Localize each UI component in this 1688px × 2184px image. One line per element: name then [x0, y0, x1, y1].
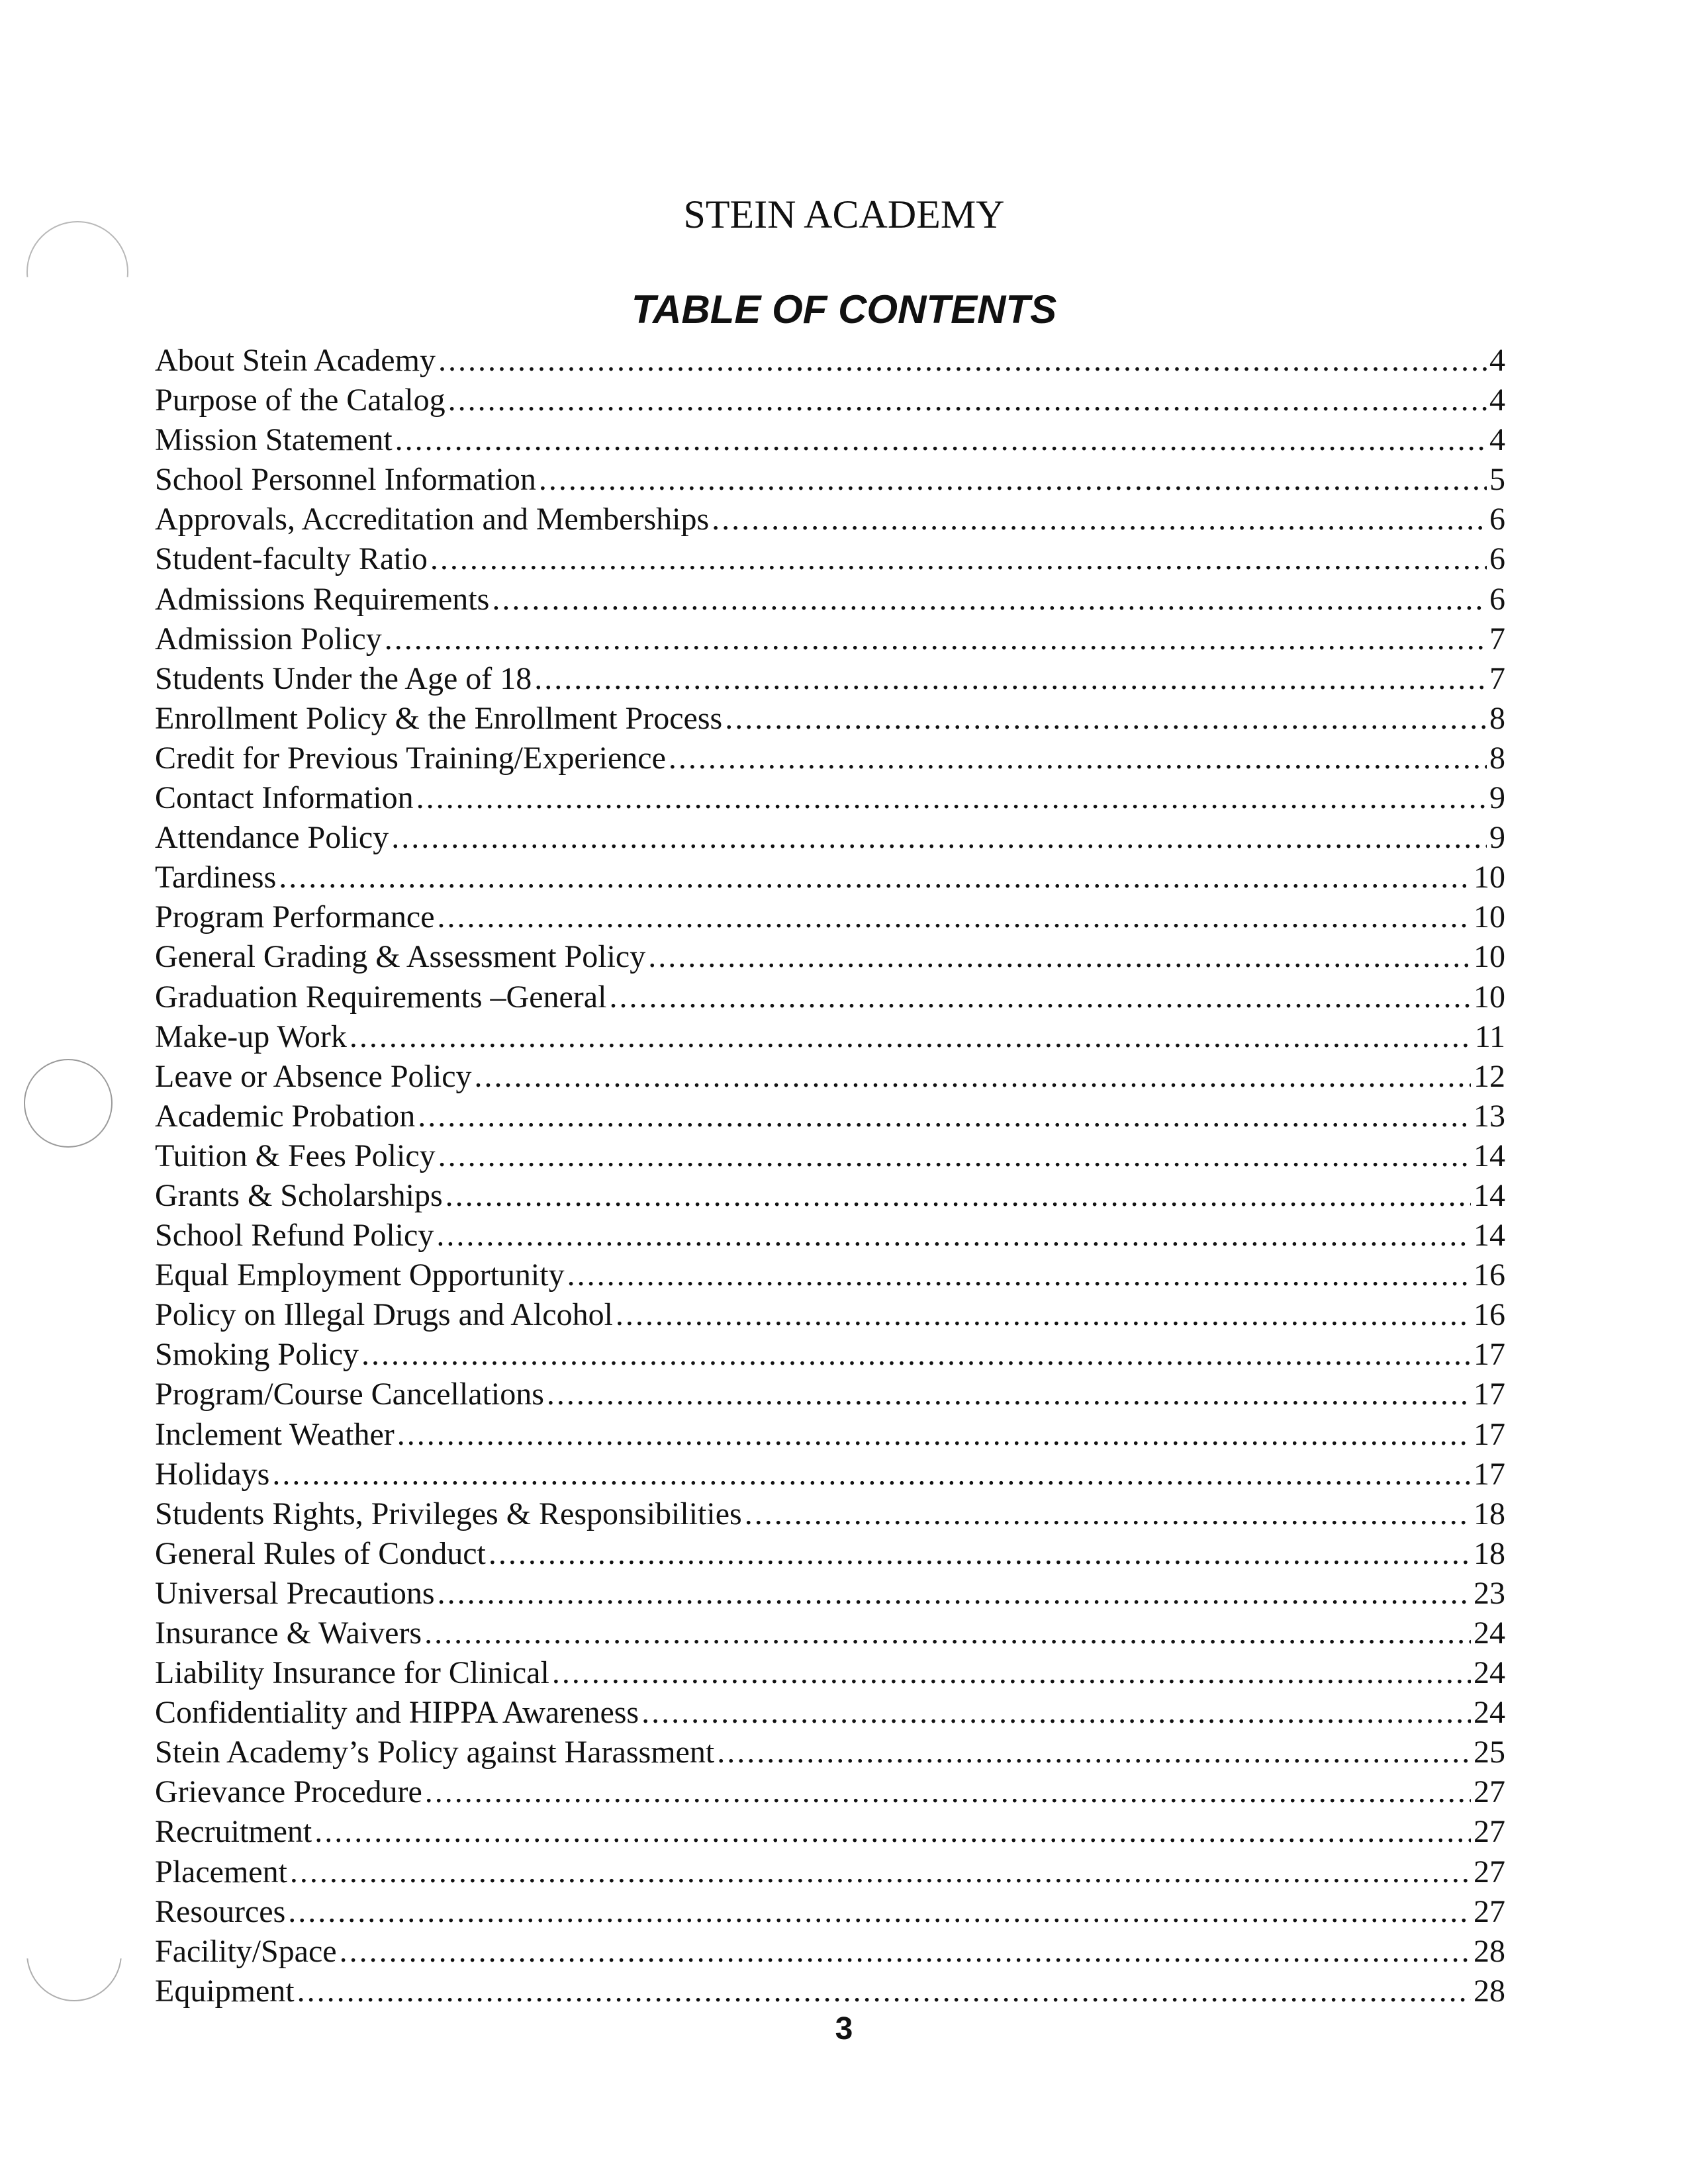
- toc-entry: [155, 818, 1505, 858]
- toc-entry-page: 23: [1474, 1575, 1505, 1611]
- toc-entry-title: Holidays: [155, 1456, 270, 1492]
- toc-entry-title: Inclement Weather: [155, 1416, 395, 1452]
- toc-entry: [155, 1574, 1505, 1614]
- toc-entry-page: 7: [1489, 621, 1505, 657]
- toc-entry-page: 28: [1474, 1933, 1505, 1969]
- toc-entry: [155, 1494, 1505, 1534]
- toc-entry: [155, 897, 1505, 937]
- toc-entry-page: 17: [1474, 1337, 1505, 1373]
- toc-entry-title: Tardiness: [155, 860, 277, 895]
- toc-entry: [155, 659, 1505, 699]
- toc-entry-page: 27: [1474, 1893, 1505, 1929]
- toc-entry-page: 28: [1474, 1973, 1505, 2009]
- toc-entry-page: 18: [1474, 1496, 1505, 1531]
- toc-dot-leader: [547, 1375, 1471, 1414]
- toc-entry-page: 27: [1474, 1814, 1505, 1850]
- toc-entry-page: 16: [1474, 1297, 1505, 1333]
- toc-dot-leader: [745, 1494, 1471, 1534]
- toc-dot-leader: [648, 937, 1471, 977]
- toc-entry-page: 9: [1489, 820, 1505, 856]
- toc-entry-page: 4: [1489, 383, 1505, 418]
- toc-entry-page: 10: [1474, 860, 1505, 895]
- toc-dot-leader: [361, 1335, 1471, 1375]
- toc-entry-title: Attendance Policy: [155, 820, 389, 856]
- toc-entry-page: 8: [1489, 740, 1505, 776]
- toc-entry: [155, 1057, 1505, 1097]
- toc-entry-page: 9: [1489, 780, 1505, 816]
- toc-dot-leader: [385, 619, 1487, 659]
- toc-entry: [155, 1415, 1505, 1455]
- toc-entry: [155, 460, 1505, 500]
- toc-entry-title: Mission Statement: [155, 422, 393, 458]
- toc-entry-title: Grievance Procedure: [155, 1774, 422, 1810]
- toc-entry-page: 25: [1474, 1735, 1505, 1770]
- toc-entry-page: 18: [1474, 1535, 1505, 1571]
- toc-entry: [155, 1812, 1505, 1852]
- toc-entry-title: Equipment: [155, 1973, 295, 2009]
- toc-entry-title: Admissions Requirements: [155, 581, 490, 617]
- toc-entry-title: Graduation Requirements –General: [155, 979, 607, 1015]
- toc-entry: [155, 978, 1505, 1017]
- toc-dot-leader: [445, 1176, 1471, 1216]
- toc-entry: [155, 420, 1505, 460]
- toc-dot-leader: [288, 1892, 1471, 1932]
- toc-entry: [155, 1216, 1505, 1255]
- toc-dot-leader: [430, 539, 1487, 579]
- toc-heading: TABLE OF CONTENTS: [631, 287, 1057, 332]
- toc-dot-leader: [567, 1255, 1471, 1295]
- toc-entry-title: Policy on Illegal Drugs and Alcohol: [155, 1297, 613, 1333]
- toc-entry-title: Confidentiality and HIPPA Awareness: [155, 1695, 639, 1731]
- toc-entry-title: Grants & Scholarships: [155, 1177, 443, 1213]
- toc-entry: [155, 1017, 1505, 1057]
- toc-entry: [155, 1772, 1505, 1812]
- toc-dot-leader: [641, 1693, 1471, 1733]
- toc-entry-page: 17: [1474, 1416, 1505, 1452]
- toc-dot-leader: [418, 1097, 1471, 1136]
- toc-dot-leader: [425, 1772, 1471, 1812]
- toc-dot-leader: [438, 897, 1471, 937]
- toc-entry: [155, 778, 1505, 818]
- toc-dot-leader: [616, 1295, 1471, 1335]
- toc-entry-title: Credit for Previous Training/Experience: [155, 740, 666, 776]
- toc-entry: [155, 1255, 1505, 1295]
- toc-entry-page: 27: [1474, 1854, 1505, 1889]
- toc-dot-leader: [552, 1653, 1471, 1693]
- toc-entry-page: 6: [1489, 502, 1505, 537]
- toc-dot-leader: [297, 1972, 1471, 2011]
- toc-dot-leader: [438, 1136, 1471, 1176]
- toc-entry-title: Students Rights, Privileges & Responsibilities: [155, 1496, 742, 1531]
- toc-entry: [155, 1335, 1505, 1375]
- toc-dot-leader: [424, 1614, 1471, 1653]
- toc-entry-title: Tuition & Fees Policy: [155, 1138, 436, 1173]
- toc-entry-title: General Rules of Conduct: [155, 1535, 486, 1571]
- toc-entry: [155, 1972, 1505, 2011]
- toc-dot-leader: [725, 699, 1487, 739]
- toc-dot-leader: [489, 1534, 1471, 1574]
- toc-entry: [155, 1455, 1505, 1494]
- toc-entry: [155, 500, 1505, 539]
- toc-entry-page: 8: [1489, 700, 1505, 736]
- toc-entry: [155, 341, 1505, 381]
- toc-entry-page: 14: [1474, 1138, 1505, 1173]
- toc-entry-title: Approvals, Accreditation and Memberships: [155, 502, 710, 537]
- toc-dot-leader: [350, 1017, 1472, 1057]
- toc-entry: [155, 539, 1505, 579]
- toc-entry-page: 12: [1474, 1058, 1505, 1094]
- toc-entry-title: School Personnel Information: [155, 462, 536, 498]
- toc-entry-page: 5: [1489, 462, 1505, 498]
- toc-entry-title: Leave or Absence Policy: [155, 1058, 472, 1094]
- toc-entry-title: School Refund Policy: [155, 1218, 434, 1253]
- binder-hole-bottom: [26, 1906, 122, 2001]
- toc-dot-leader: [395, 420, 1487, 460]
- toc-dot-leader: [669, 739, 1487, 778]
- page-number: 3: [835, 2011, 853, 2046]
- toc-entry-page: 16: [1474, 1257, 1505, 1293]
- toc-entry-title: Make-up Work: [155, 1019, 347, 1054]
- toc-entry-title: Student-faculty Ratio: [155, 541, 428, 577]
- toc-entry-title: General Grading & Assessment Policy: [155, 939, 646, 975]
- toc-entry: [155, 858, 1505, 897]
- toc-entry-page: 17: [1474, 1377, 1505, 1412]
- toc-entry-page: 13: [1474, 1098, 1505, 1134]
- toc-entry: [155, 1852, 1505, 1892]
- toc-entry-page: 14: [1474, 1218, 1505, 1253]
- toc-entry-page: 7: [1489, 660, 1505, 696]
- toc-entry-title: Facility/Space: [155, 1933, 337, 1969]
- toc-entry-title: Purpose of the Catalog: [155, 383, 445, 418]
- toc-entry-page: 24: [1474, 1695, 1505, 1731]
- table-of-contents: [155, 341, 1505, 2011]
- toc-dot-leader: [712, 500, 1487, 539]
- toc-entry-title: Admission Policy: [155, 621, 382, 657]
- toc-entry-title: About Stein Academy: [155, 343, 436, 378]
- toc-dot-leader: [416, 778, 1487, 818]
- toc-entry-title: Resources: [155, 1893, 286, 1929]
- toc-entry-title: Recruitment: [155, 1814, 312, 1850]
- toc-dot-leader: [717, 1733, 1471, 1772]
- toc-entry-title: Universal Precautions: [155, 1575, 435, 1611]
- toc-entry-title: Equal Employment Opportunity: [155, 1257, 565, 1293]
- toc-entry-page: 10: [1474, 939, 1505, 975]
- toc-entry-title: Enrollment Policy & the Enrollment Process: [155, 700, 723, 736]
- toc-entry: [155, 739, 1505, 778]
- toc-entry: [155, 937, 1505, 977]
- toc-entry: [155, 1693, 1505, 1733]
- toc-entry: [155, 1534, 1505, 1574]
- toc-entry-page: 6: [1489, 581, 1505, 617]
- toc-dot-leader: [436, 1216, 1471, 1255]
- toc-dot-leader: [534, 659, 1487, 699]
- toc-entry: [155, 381, 1505, 420]
- toc-entry-title: Students Under the Age of 18: [155, 660, 532, 696]
- toc-entry: [155, 619, 1505, 659]
- toc-entry-title: Insurance & Waivers: [155, 1615, 422, 1651]
- toc-dot-leader: [272, 1455, 1471, 1494]
- toc-dot-leader: [492, 580, 1487, 619]
- toc-entry-page: 4: [1489, 422, 1505, 458]
- toc-entry-title: Contact Information: [155, 780, 414, 816]
- toc-entry: [155, 699, 1505, 739]
- toc-entry-page: 11: [1474, 1019, 1505, 1054]
- toc-dot-leader: [290, 1852, 1471, 1892]
- toc-entry-page: 10: [1474, 979, 1505, 1015]
- toc-dot-leader: [391, 818, 1487, 858]
- toc-entry-title: Placement: [155, 1854, 287, 1889]
- toc-dot-leader: [438, 1574, 1471, 1614]
- toc-dot-leader: [475, 1057, 1472, 1097]
- toc-entry: [155, 1733, 1505, 1772]
- toc-entry: [155, 580, 1505, 619]
- toc-dot-leader: [397, 1415, 1471, 1455]
- toc-entry-title: Stein Academy’s Policy against Harassment: [155, 1735, 715, 1770]
- toc-entry: [155, 1136, 1505, 1176]
- toc-entry-title: Academic Probation: [155, 1098, 416, 1134]
- binder-hole-middle: [24, 1059, 113, 1148]
- toc-entry: [155, 1892, 1505, 1932]
- toc-entry: [155, 1176, 1505, 1216]
- toc-entry: [155, 1932, 1505, 1972]
- toc-entry: [155, 1097, 1505, 1136]
- toc-entry-page: 14: [1474, 1177, 1505, 1213]
- toc-entry-title: Program Performance: [155, 899, 435, 935]
- toc-entry-page: 4: [1489, 343, 1505, 378]
- toc-entry-title: Liability Insurance for Clinical: [155, 1655, 549, 1691]
- toc-entry-page: 17: [1474, 1456, 1505, 1492]
- toc-entry: [155, 1295, 1505, 1335]
- toc-entry: [155, 1614, 1505, 1653]
- toc-dot-leader: [448, 381, 1487, 420]
- toc-entry: [155, 1653, 1505, 1693]
- toc-entry-page: 10: [1474, 899, 1505, 935]
- toc-dot-leader: [340, 1932, 1471, 1972]
- toc-entry: [155, 1375, 1505, 1414]
- school-name: STEIN ACADEMY: [683, 193, 1005, 236]
- toc-entry-title: Smoking Policy: [155, 1337, 359, 1373]
- toc-dot-leader: [314, 1812, 1471, 1852]
- toc-dot-leader: [279, 858, 1471, 897]
- toc-dot-leader: [539, 460, 1487, 500]
- toc-entry-title: Program/Course Cancellations: [155, 1377, 544, 1412]
- toc-entry-page: 27: [1474, 1774, 1505, 1810]
- toc-dot-leader: [609, 978, 1471, 1017]
- toc-entry-page: 24: [1474, 1655, 1505, 1691]
- toc-entry-page: 6: [1489, 541, 1505, 577]
- toc-entry-page: 24: [1474, 1615, 1505, 1651]
- toc-dot-leader: [438, 341, 1487, 381]
